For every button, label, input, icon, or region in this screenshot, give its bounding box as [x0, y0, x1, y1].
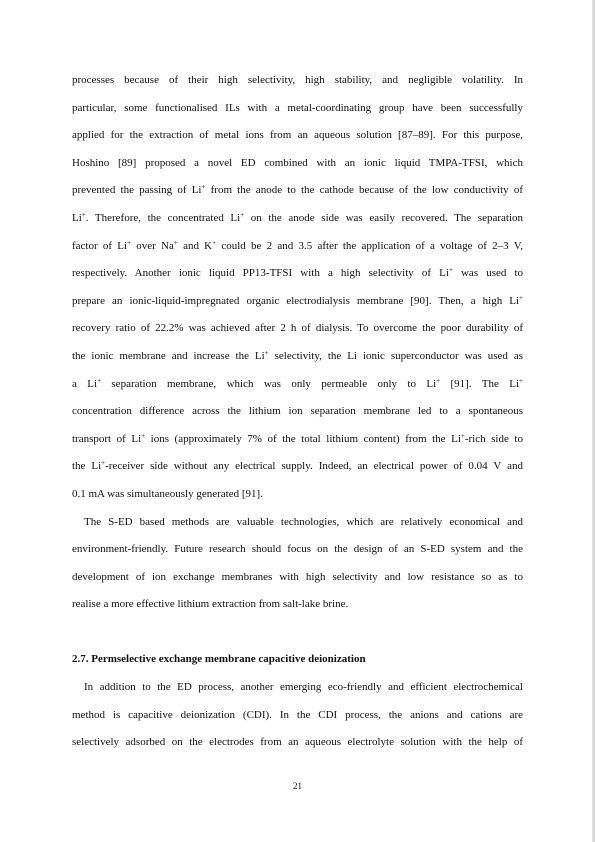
text-run: applied for the extraction of metal ions from an aqueous solution [87–89]. For this purpose, [72, 129, 523, 142]
text-line [72, 453, 523, 481]
text-run: respectively. Another ionic liquid PP13-TFSI with a high selectivity of Li [72, 267, 449, 280]
paragraph-cdi-intro [72, 674, 523, 757]
superscript-charge: + [101, 459, 106, 468]
text-run: separation membrane, which was only permeable only to Li [101, 377, 437, 390]
text-run: the ionic membrane and increase the Li [72, 349, 265, 362]
superscript-charge: + [141, 431, 146, 440]
text-line [72, 288, 523, 316]
text-run: The S-ED based methods are valuable technologies, which are relatively economical and [84, 515, 523, 528]
text-run: the Li [72, 460, 102, 473]
text-line [72, 95, 523, 123]
text-run: selectivity, the Li ionic superconductor was used as [268, 349, 524, 362]
text-line [72, 371, 523, 399]
section-heading: 2.7. Permselective exchange membrane capacitive deionization [72, 653, 366, 666]
text-run: on the anode side was easily recovered. The separation [244, 211, 524, 224]
text-run: concentration difference across the lithium ion separation membrane led to a spontaneous [72, 405, 523, 418]
text-run: prepare an ionic-liquid-impregnated organic electrodialysis membrane [90]. Then, a high Li [72, 294, 520, 307]
text-line [72, 150, 523, 178]
text-line [72, 177, 523, 205]
text-run: method is capacitive deionization (CDI). In the CDI process, the anions and cations are [72, 708, 523, 721]
text-line [72, 564, 523, 592]
text-line [72, 481, 523, 509]
text-run: . Therefore, the concentrated Li [85, 211, 241, 224]
text-run: from the anode to the cathode because of the low conductivity of [205, 184, 523, 197]
text-line [72, 233, 523, 261]
text-line [72, 591, 523, 619]
paragraph-s-ed-methods [72, 509, 523, 619]
superscript-charge: + [212, 238, 217, 247]
paragraph-lithium-ionic-liquids [72, 67, 523, 509]
text-line [72, 398, 523, 426]
text-run: processes because of their high selectivity, high stability, and negligible volatility. In [72, 74, 523, 86]
text-run: over Na [131, 239, 174, 252]
text-line [72, 674, 523, 702]
text-run: recovery ratio of 22.2% was achieved after 2 h of dialysis. To overcome the poor durability of [72, 322, 523, 335]
text-line [72, 67, 523, 95]
text-line [72, 536, 523, 564]
superscript-charge: + [240, 210, 245, 219]
text-line [72, 315, 523, 343]
text-run: Hoshino [89] proposed a novel ED combined with an ionic liquid TMPA-TFSI, which [72, 156, 523, 169]
text-run: environment-friendly. Future research should focus on the design of an S-ED system and the [72, 543, 523, 556]
text-run: a Li [72, 377, 98, 390]
text-run: [91]. The Li [440, 377, 520, 390]
text-run: development of ion exchange membranes with high selectivity and low resistance so as to [72, 570, 523, 583]
superscript-charge: + [264, 348, 269, 357]
superscript-charge: + [448, 266, 453, 275]
text-run: selectively adsorbed on the electrodes from an aqueous electrolyte solution with the help of [72, 736, 523, 749]
text-run: ions (approximately 7% of the total lithium content) from the Li [145, 432, 461, 445]
text-run: factor of Li [72, 239, 128, 252]
superscript-charge: + [173, 238, 178, 247]
text-run: 0.1 mA was simultaneously generated [91]. [72, 487, 263, 500]
text-run: could be 2 and 3.5 after the application of a voltage of 2–3 V, [216, 239, 524, 252]
text-run: -receiver side without any electrical supply. Indeed, an electrical power of 0.04 V and [105, 460, 523, 473]
text-run: particular, some functionalised ILs with a metal-coordinating group have been successfully [72, 101, 523, 114]
text-line [72, 343, 523, 371]
text-line [72, 426, 523, 454]
section-gap [72, 619, 523, 647]
superscript-charge: + [201, 183, 206, 192]
text-run: In addition to the ED process, another emerging eco-friendly and efficient electrochemical [84, 681, 523, 694]
superscript-charge: + [460, 431, 465, 440]
text-line [72, 509, 523, 537]
superscript-charge: + [436, 376, 441, 385]
text-line [72, 122, 523, 150]
page-number: 21 [293, 781, 302, 791]
text-line [72, 260, 523, 288]
text-run: transport of Li [72, 432, 142, 445]
text-line [72, 702, 523, 730]
text-run: prevented the passing of Li [72, 184, 202, 197]
text-run: and K [177, 239, 213, 252]
text-run: was used to [452, 267, 524, 280]
text-line [72, 205, 523, 233]
superscript-charge: + [97, 376, 102, 385]
superscript-charge: + [127, 238, 132, 247]
superscript-charge: + [519, 293, 523, 302]
text-line [72, 729, 523, 757]
superscript-charge: + [81, 210, 86, 219]
superscript-charge: + [519, 376, 523, 385]
text-run: realise a more effective lithium extraction from salt-lake brine. [72, 598, 349, 611]
text-run: Li [72, 211, 82, 224]
text-run: -rich side to [464, 432, 523, 445]
page-body [72, 67, 523, 757]
